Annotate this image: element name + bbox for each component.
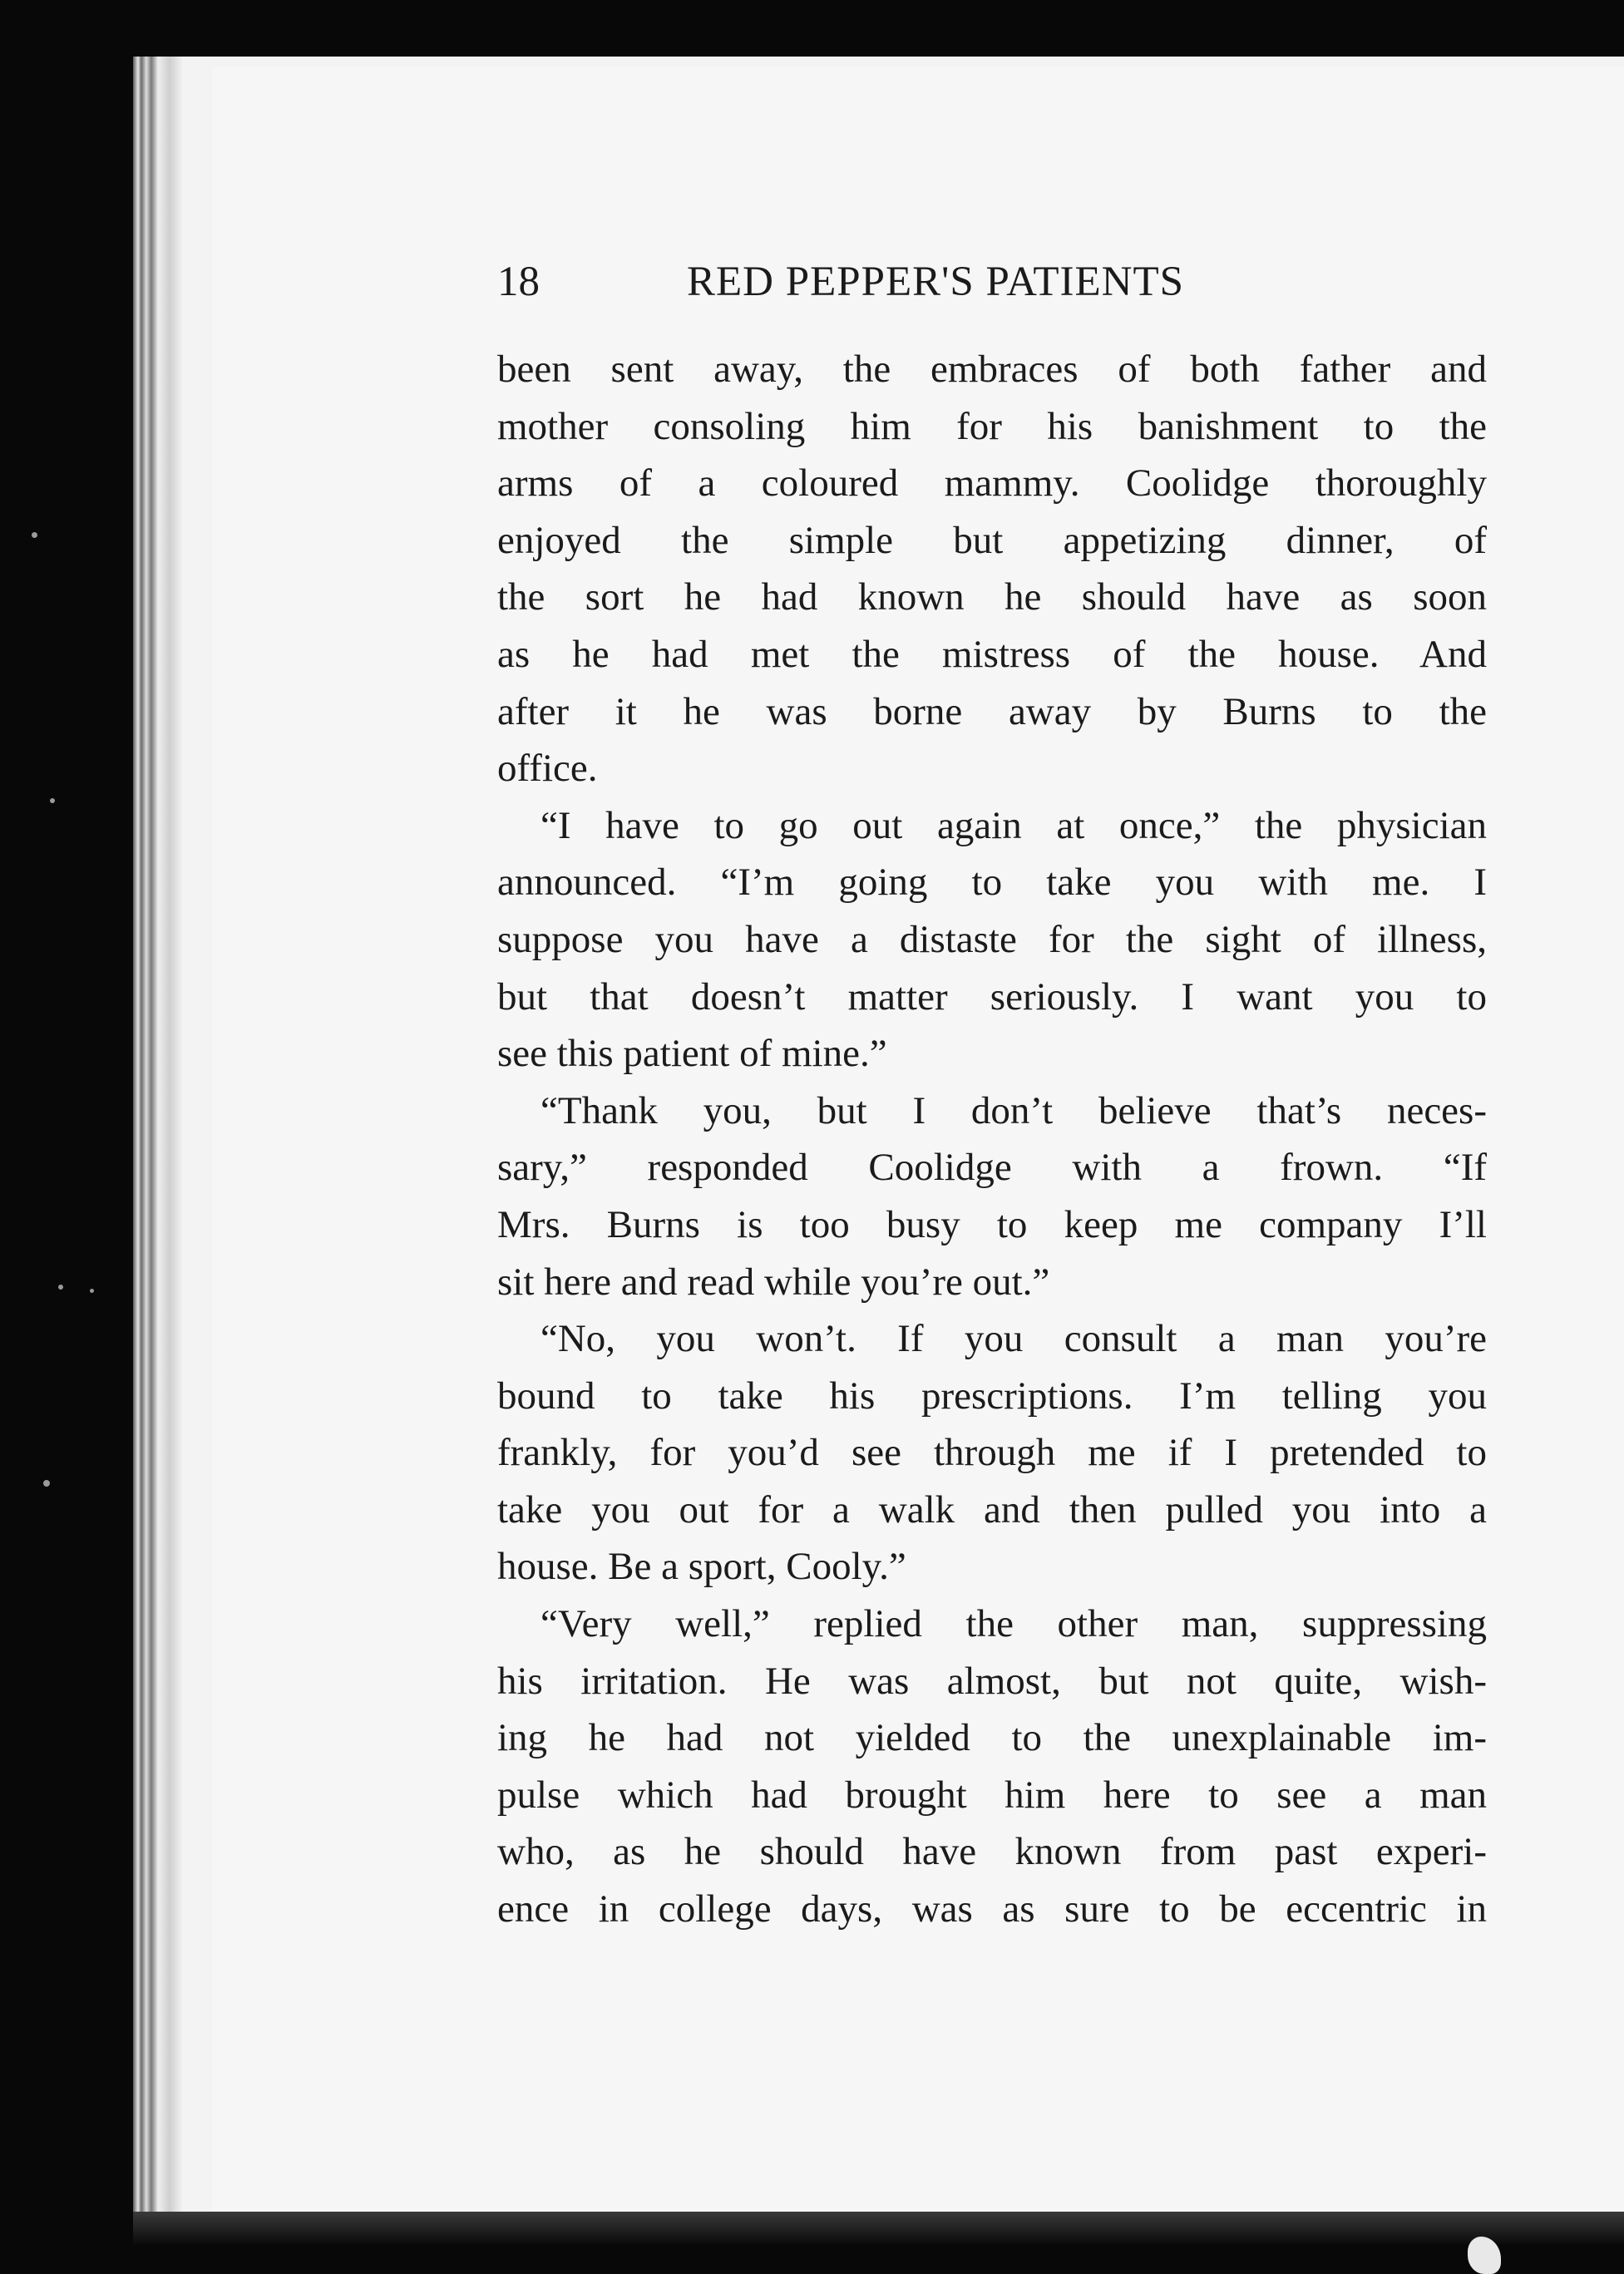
text-line: frankly, for you’d see through me if I pretended to (497, 1431, 1487, 1475)
text-line: “Thank you, but I don’t believe that’s neces- (541, 1088, 1487, 1132)
scan-speck (50, 798, 55, 803)
text-line: mother consoling him for his banishment to the (497, 404, 1487, 448)
scan-speck (32, 532, 37, 538)
scan-speck (58, 1285, 63, 1290)
text-line: after it he was borne away by Burns to the (497, 689, 1487, 733)
text-line: sary,” responded Coolidge with a frown. “If (497, 1146, 1487, 1190)
text-line: pulse which had brought him here to see a man (497, 1773, 1487, 1817)
text-line: Mrs. Burns is too busy to keep me company I’ll (497, 1202, 1487, 1246)
text-line: see this patient of mine.” (497, 1032, 887, 1076)
text-line: suppose you have a distaste for the sight of illness, (497, 917, 1487, 961)
text-line: as he had met the mistress of the house. And (497, 632, 1487, 676)
text-line: ing he had not yielded to the unexplainable im- (497, 1716, 1487, 1760)
text-line: enjoyed the simple but appetizing dinner, of (497, 518, 1487, 562)
text-line: ence in college days, was as sure to be eccentric in (497, 1887, 1487, 1931)
text-line: the sort he had known he should have as soon (497, 575, 1487, 619)
text-line: but that doesn’t matter seriously. I want you to (497, 974, 1487, 1019)
scan-speck (90, 1289, 94, 1293)
text-line: house. Be a sport, Cooly.” (497, 1545, 906, 1589)
text-line: arms of a coloured mammy. Coolidge thoroughly (497, 461, 1487, 506)
text-line: announced. “I’m going to take you with me. I (497, 861, 1487, 905)
text-line: “No, you won’t. If you consult a man you’re (541, 1317, 1487, 1361)
text-line: been sent away, the embraces of both father and (497, 348, 1487, 391)
running-head-title: RED PEPPER'S PATIENTS (687, 259, 1184, 305)
text-line: take you out for a walk and then pulled you into a (497, 1487, 1487, 1532)
page-bottom-shadow (133, 2212, 1624, 2245)
text-line: “Very well,” replied the other man, suppressing (541, 1602, 1487, 1646)
scan-speck (43, 1480, 50, 1487)
text-line: his irritation. He was almost, but not quite, wish- (497, 1659, 1487, 1703)
text-line: “I have to go out again at once,” the physician (541, 803, 1487, 847)
text-line: who, as he should have known from past experi- (497, 1830, 1487, 1874)
body-text (497, 341, 1487, 1938)
text-line: bound to take his prescriptions. I’m telling you (497, 1374, 1487, 1418)
running-header (497, 258, 1487, 324)
page-number: 18 (497, 259, 540, 305)
text-line: office. (497, 747, 598, 791)
text-line: sit here and read while you’re out.” (497, 1260, 1050, 1304)
